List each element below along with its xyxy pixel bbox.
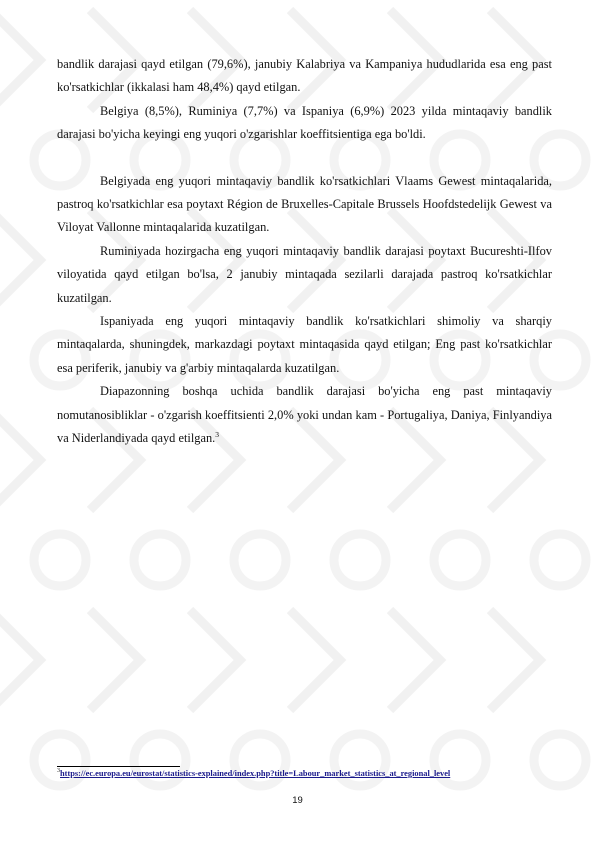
paragraph-1: bandlik darajasi qayd etilgan (79,6%), janubiy Kalabriya va Kampaniya hududlarida esa eng past ko'rsatkichlar (ikkalasi ham 48,4%) qayd etilgan. (57, 57, 552, 95)
footnote-reference[interactable]: 3 (215, 429, 220, 439)
footnote-link[interactable]: https://ec.europa.eu/eurostat/statistics-explained/index.php?title=Labour_market_statistics_at_regional_level (60, 769, 451, 778)
paragraph-5: Ispaniyada eng yuqori mintaqaviy bandlik ko'rsatkichlari shimoliy va sharqiy mintaqalarda, shuningdek, markazdagi poytaxt mintaqasida qayd etilgan; Eng past ko'rsatkichlar esa periferik, janubiy va g'arbiy mintaqalarda kuzatilgan. (57, 314, 552, 375)
footnote-marker: 3 (57, 768, 60, 775)
paragraph-3: Belgiyada eng yuqori mintaqaviy bandlik ko'rsatkichlari Vlaams Gewest mintaqalarida, pastroq ko'rsatkichlar esa poytaxt Région de Bruxelles-Capitale Brussels Hoofdstedelijk Gewest va Viloyat Vallonne mintaqalarida kuzatilgan. (57, 173, 552, 235)
paragraph-6-text: Diapazonning boshqa uchida bandlik darajasi bo'yicha eng past mintaqaviy nomutanosibliklar - o'zgarish koeffitsienti 2,0% yoki undan kam - Portugaliya, Daniya, Finlyandiya va Niderlandiyada qayd etilgan. (57, 384, 552, 446)
footnote (57, 768, 552, 779)
footnote-separator (57, 766, 180, 767)
body-text (57, 53, 552, 451)
page-number: 19 (292, 795, 303, 806)
paragraph-6 (57, 380, 552, 450)
paragraph-gap (57, 147, 552, 170)
paragraph-4: Ruminiyada hozirgacha eng yuqori mintaqaviy bandlik darajasi poytaxt Bucureshti-Ilfov viloyatida qayd etilgan bo'lsa, 2 janubiy mintaqada sezilarli darajada pastroq ko'rsatkichlar kuzatilgan. (57, 243, 552, 305)
paragraph-2: Belgiya (8,5%), Ruminiya (7,7%) va Ispaniya (6,9%) 2023 yilda mintaqaviy bandlik darajasi bo'yicha keyingi eng yuqori o'zgarishlar koeffitsientiga ega bo'ldi. (57, 103, 552, 142)
